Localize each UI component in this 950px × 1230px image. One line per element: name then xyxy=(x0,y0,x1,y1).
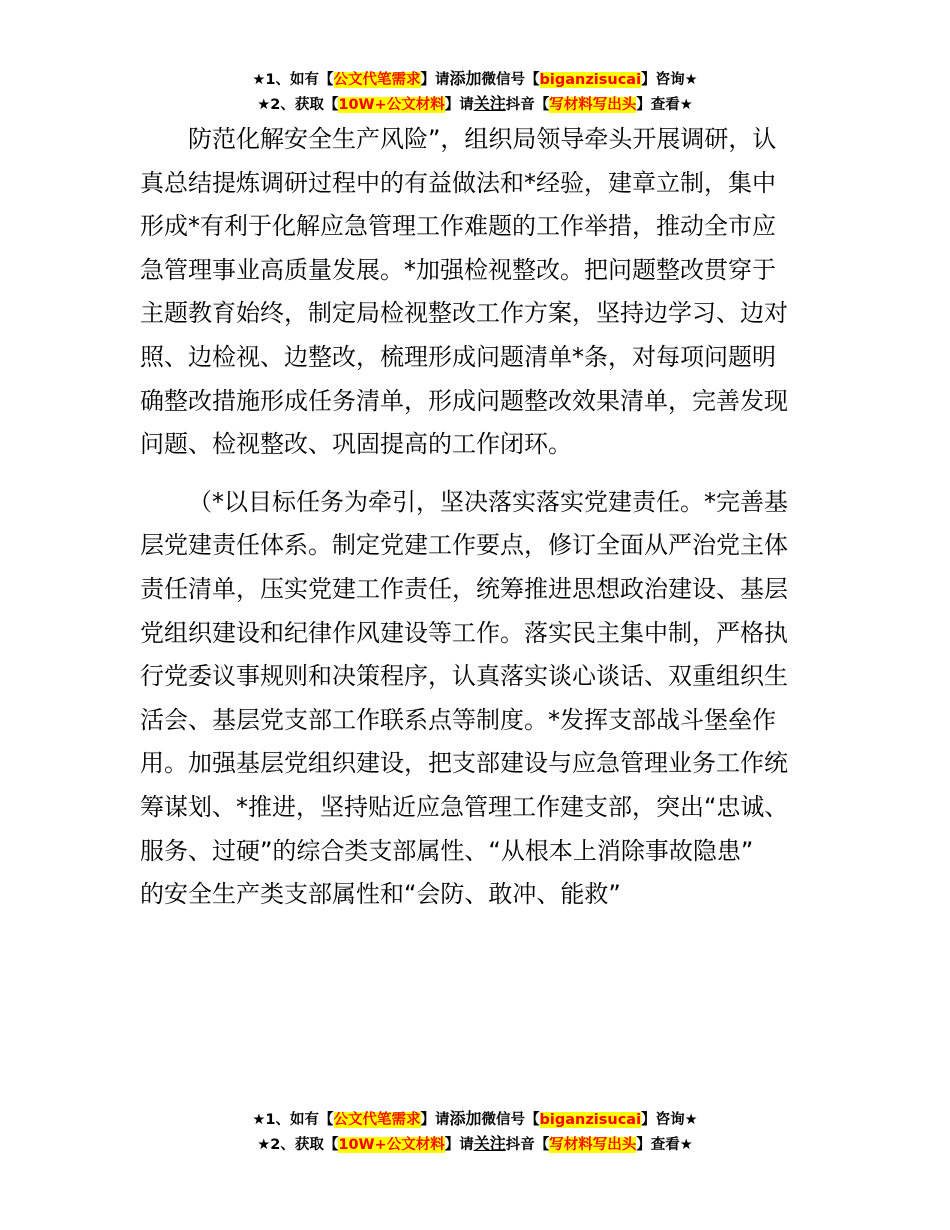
text-line: 筹谋划、*推进，坚持贴近应急管理工作建支部，突出“忠诚、 xyxy=(140,792,789,821)
text-line: 形成*有利于化解应急管理工作难题的工作举措，推动全市应 xyxy=(140,212,776,241)
banner-line-2: ★2、获取【10W+公文材料】请关注抖音【写材料写出头】查看★ xyxy=(257,1134,693,1153)
text-line: 问题、检视整改、巩固提高的工作闭环。 xyxy=(140,430,572,459)
text-line: 主题教育始终，制定局检视整改工作方案，坚持边学习、边对 xyxy=(140,299,788,328)
highlight-ghostwriting: 公文代笔需求 xyxy=(333,72,421,88)
text-line: 真总结提炼调研过程中的有益做法和*经验，建章立制，集中 xyxy=(140,168,776,197)
text-line: 确整改措施形成任务清单，形成问题整改效果清单，完善发现 xyxy=(140,386,788,415)
highlight-douyin: 写材料写出头 xyxy=(549,1137,637,1153)
footer-banner xyxy=(0,1107,950,1157)
text-line: 党组织建设和纪律作风建设等工作。落实民主集中制，严格执 xyxy=(140,618,788,647)
banner-line-2: ★2、获取【10W+公文材料】请关注抖音【写材料写出头】查看★ xyxy=(257,94,693,113)
highlight-materials: 10W+公文材料 xyxy=(338,1137,445,1153)
text-line: 用。加强基层党组织建设，把支部建设与应急管理业务工作统 xyxy=(140,749,788,778)
text-line: 照、边检视、边整改，梳理形成问题清单*条，对每项问题明 xyxy=(140,342,776,371)
highlight-wechat-id: biganzisucai xyxy=(539,72,642,88)
text-line: 责任清单，压实党建工作责任，统筹推进思想政治建设、基层 xyxy=(140,574,788,603)
text-line: 的安全生产类支部属性和“会防、敢冲、能救” xyxy=(140,880,621,909)
paragraph-1 xyxy=(140,118,830,467)
banner-line-1: ★1、如有【公文代笔需求】请添加微信号【biganzisucai】咨询★ xyxy=(252,69,698,88)
highlight-wechat-id: biganzisucai xyxy=(539,1112,642,1128)
highlight-materials: 10W+公文材料 xyxy=(338,97,445,113)
paragraph-2 xyxy=(140,481,830,917)
text-line: 急管理事业高质量发展。*加强检视整改。把问题整改贯穿于 xyxy=(140,255,776,284)
text-line: 层党建责任体系。制定党建工作要点，修订全面从严治党主体 xyxy=(140,531,788,560)
text-line: 服务、过硬”的综合类支部属性、“从根本上消除事故隐患” xyxy=(140,836,754,865)
highlight-douyin: 写材料写出头 xyxy=(549,97,637,113)
highlight-ghostwriting: 公文代笔需求 xyxy=(333,1112,421,1128)
text-line: 行党委议事规则和决策程序，认真落实谈心谈话、双重组织生 xyxy=(140,662,788,691)
text-line: 防范化解安全生产风险”，组织局领导牵头开展调研，认 xyxy=(188,125,777,153)
document-body xyxy=(140,118,830,917)
text-line: （*以目标任务为牵引，坚决落实落实党建责任。*完善基 xyxy=(188,487,788,516)
text-line: 活会、基层党支部工作联系点等制度。*发挥支部战斗堡垒作 xyxy=(140,705,776,734)
banner-line-1: ★1、如有【公文代笔需求】请添加微信号【biganzisucai】咨询★ xyxy=(252,1109,698,1128)
header-banner xyxy=(0,67,950,117)
